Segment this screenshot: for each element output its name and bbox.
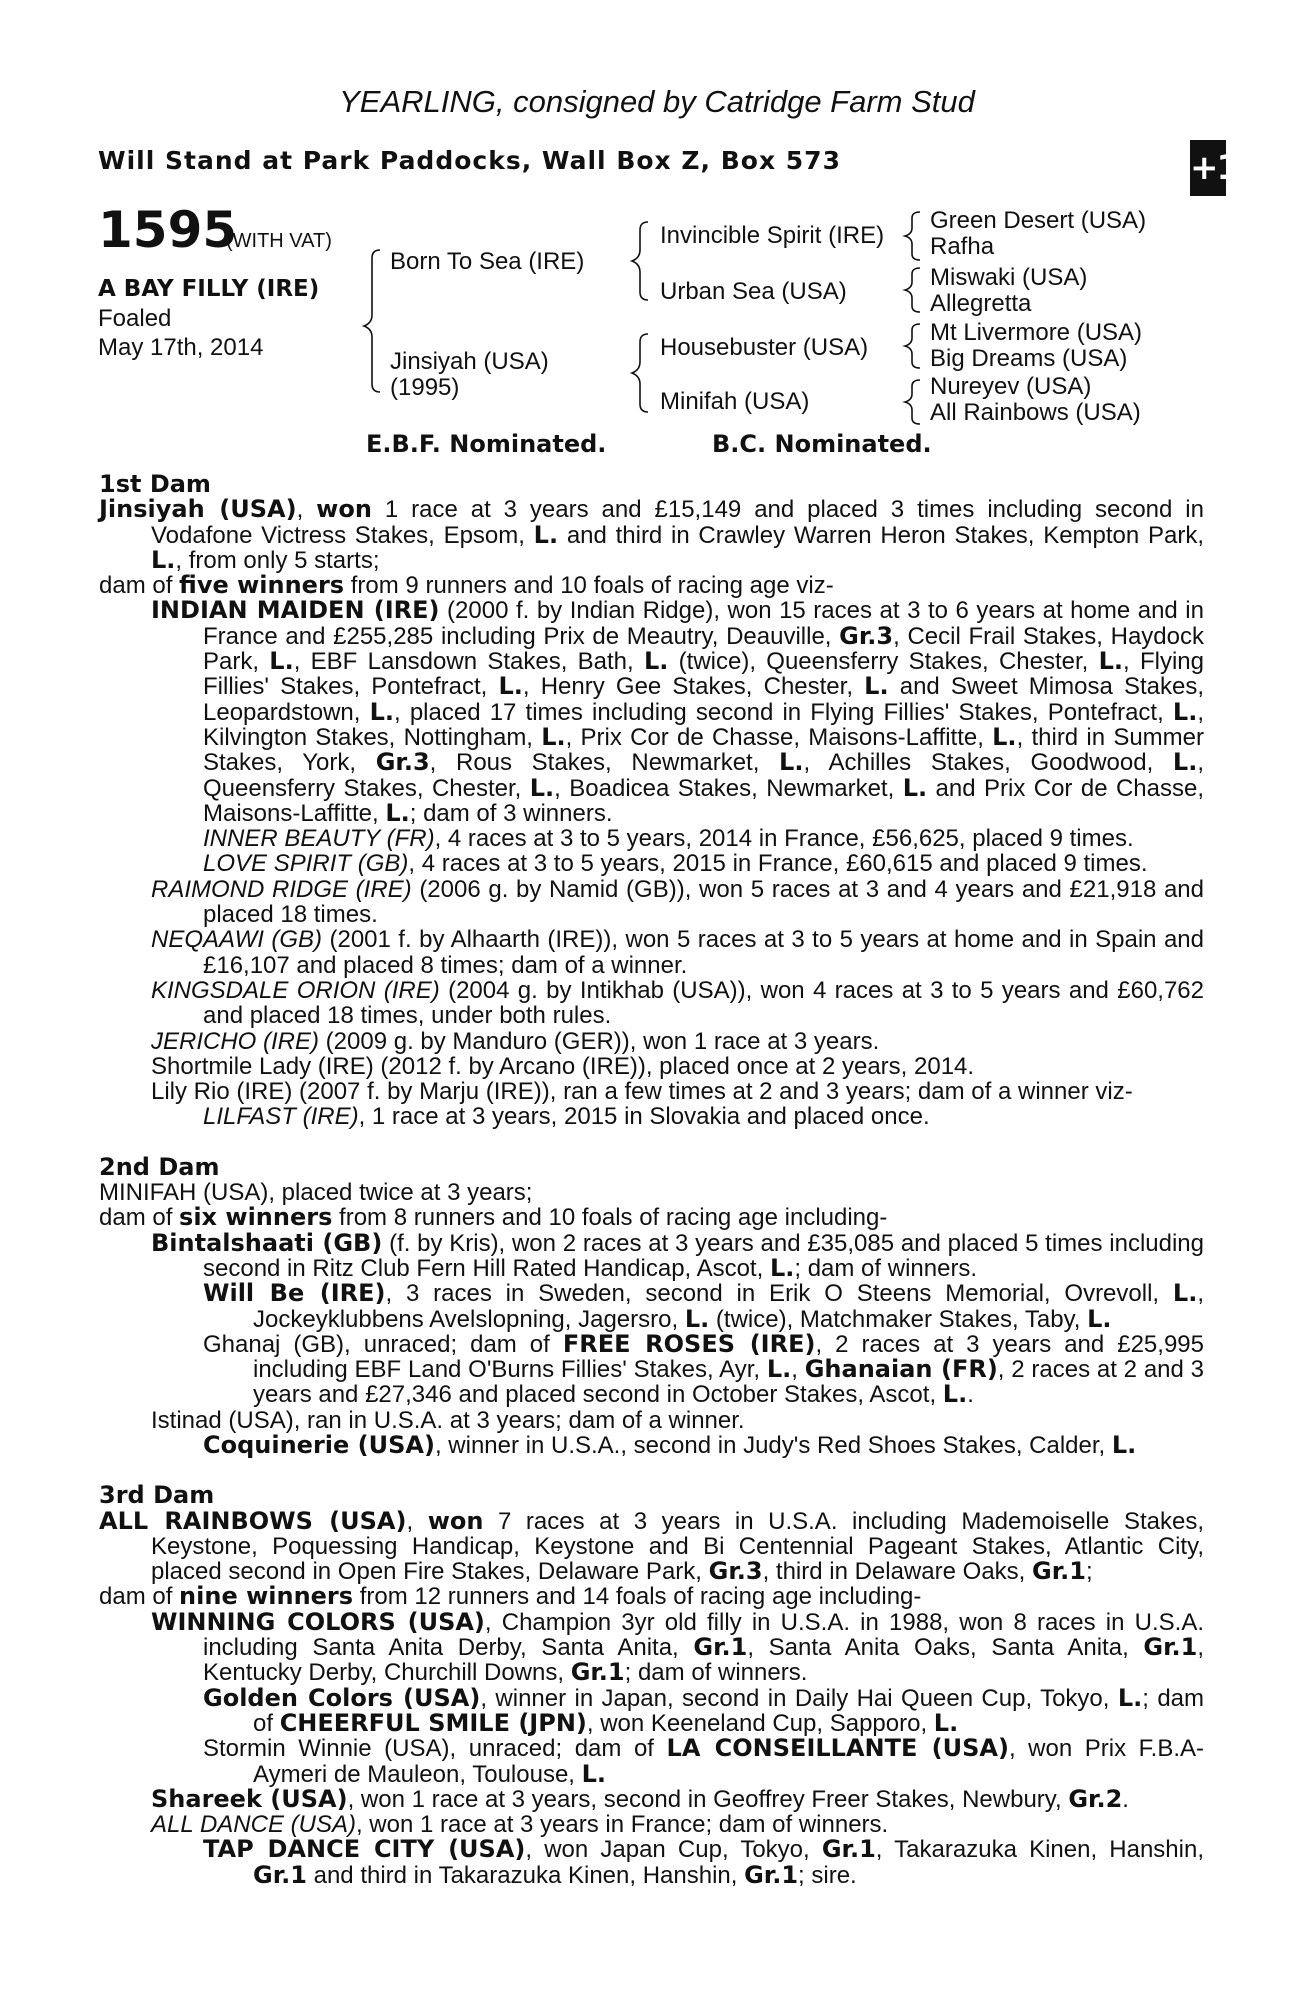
winning-colors: WINNING COLORS (USA), Champion 3yr old filly in U.S.A. in 1988, won 8 races in U.S.A. including Santa Anita Derby, Santa Anita, Gr.1, Santa Anita Oaks, Santa Anita, Gr.1, Kentucky Derby, Churchill Downs, Gr.1; dam of winners. — [151, 1607, 1205, 1687]
lilfast: LILFAST (IRE), 1 race at 3 years, 2015 in Slovakia and placed once. — [203, 1103, 930, 1131]
first-dam-produce-line: dam of five winners from 9 runners and 10 foals of racing age viz- — [99, 571, 834, 600]
sdd: Allegretta — [930, 290, 1032, 317]
all-rainbows: ALL RAINBOWS (USA), won 7 races at 3 years in U.S.A. including Mademoiselle Stakes, Keystone, Poquessing Handicap, Keystone and Bi Centennial Pageant Stakes, Atlantic City, placed second in Open Fire Stakes, Delaware Park, Gr.3, third in Delaware Oaks, Gr.1; — [99, 1506, 1204, 1586]
second-dam-produce-line: dam of six winners from 8 runners and 10 foals of racing age including- — [99, 1203, 888, 1232]
ssd: Rafha — [930, 233, 995, 260]
dss: Mt Livermore (USA) — [930, 319, 1143, 346]
vat-note: (WITH VAT) — [226, 230, 332, 252]
stormin-winnie: Stormin Winnie (USA), unraced; dam of LA CONSEILLANTE (USA), won Prix F.B.A-Aymeri de Mauleon, Toulouse, L. — [203, 1734, 1205, 1788]
bc-nominated: B.C. Nominated. — [712, 430, 932, 458]
plus-ten-badge: +10 — [1190, 140, 1226, 196]
horse-name: A BAY FILLY (IRE) — [98, 276, 320, 302]
third-dam-heading: 3rd Dam — [99, 1481, 215, 1510]
love-spirit: LOVE SPIRIT (GB), 4 races at 3 to 5 years, 2015 in France, £60,615 and placed 9 times. — [203, 850, 1148, 878]
foaled-label: Foaled — [98, 305, 172, 332]
catalogue-text — [99, 472, 1204, 1888]
lot-number: 1595 — [98, 201, 238, 259]
golden-colors: Golden Colors (USA), winner in Japan, second in Daily Hai Queen Cup, Tokyo, L.; dam of CHEERFUL SMILE (JPN), won Keeneland Cup, Sapporo, L. — [203, 1683, 1205, 1737]
istinad: Istinad (USA), ran in U.S.A. at 3 years; dam of a winner. — [151, 1406, 745, 1434]
sire-sire: Invincible Spirit (IRE) — [660, 222, 885, 249]
kingsdale-orion: KINGSDALE ORION (IRE) (2004 g. by Intikhab (USA)), won 4 races at 3 to 5 years and £60,762 and placed 18 times, under both rules. — [151, 976, 1204, 1030]
third-dam-produce-line: dam of nine winners from 12 runners and 14 foals of racing age including- — [99, 1582, 922, 1611]
produce-indian-maiden: INDIAN MAIDEN (IRE) (2000 f. by Indian Ridge), won 15 races at 3 to 6 years at home and in France and £255,285 including Prix de Meautry, Deauville, Gr.3, Cecil Frail Stakes, Haydock Park, L., EBF Lansdown Stakes, Bath, L. (twice), Queensferry Stakes, Chester, L., Flying Fillies' Stakes, Pontefract, L., Henry Gee Stakes, Chester, L. and Sweet Mimosa Stakes, Leopardstown, L., placed 17 times including second in Flying Fillies' Stakes, Pontefract, L., Kilvington Stakes, Nottingham, L., Prix Cor de Chasse, Maisons-Laffitte, L., third in Summer Stakes, York, Gr.3, Rous Stakes, Newmarket, L., Achilles Stakes, Goodwood, L., Queensferry Stakes, Chester, L., Boadicea Stakes, Newmarket, L. and Prix Cor de Chasse, Maisons-Laffitte, L.; dam of 3 winners. — [151, 596, 1205, 827]
tap-dance-city: TAP DANCE CITY (USA), won Japan Cup, Tokyo, Gr.1, Takarazuka Kinen, Hanshin, Gr.1 and third in Takarazuka Kinen, Hanshin, Gr.1; sire. — [203, 1835, 1204, 1889]
raimond-ridge: RAIMOND RIDGE (IRE) (2006 g. by Namid (GB)), won 5 races at 3 and 4 years and £21,918 and placed 18 times. — [151, 875, 1204, 929]
page-title: YEARLING, consigned by Catridge Farm Stud — [339, 84, 975, 119]
dsd: Big Dreams (USA) — [930, 345, 1128, 372]
bintalshaati: Bintalshaati (GB) (f. by Kris), won 2 races at 3 years and £35,085 and placed 5 times including second in Ritz Club Fern Hill Rated Handicap, Ascot, L.; dam of winners. — [151, 1228, 1205, 1282]
ghanaj: Ghanaj (GB), unraced; dam of FREE ROSES (IRE), 2 races at 3 years and £25,995 including EBF Land O'Burns Fillies' Stakes, Ayr, L., Ghanaian (FR), 2 races at 2 and 3 years and £27,346 and placed second in October Stakes, Ascot, L.. — [203, 1329, 1205, 1409]
neqaawi: NEQAAWI (GB) (2001 f. by Alhaarth (IRE)), won 5 races at 3 to 5 years at home and in Spain and £16,107 and placed 8 times; dam of a winner. — [151, 926, 1204, 979]
stand-location: Will Stand at Park Paddocks, Wall Box Z, Box 573 — [98, 146, 841, 175]
will-be: Will Be (IRE), 3 races in Sweden, second in Erik O Steens Memorial, Ovrevoll, L., Jockeyklubbens Avelslopning, Jagersro, L. (twice), Matchmaker Stakes, Taby, L. — [203, 1279, 1204, 1333]
all-dance: ALL DANCE (USA), won 1 race at 3 years in France; dam of winners. — [151, 1811, 889, 1839]
dds: Nureyev (USA) — [930, 373, 1092, 400]
first-dam-heading: 1st Dam — [99, 470, 211, 498]
dam: Jinsiyah (USA) — [390, 348, 549, 375]
sire-dam: Urban Sea (USA) — [660, 278, 847, 305]
foaled-date: May 17th, 2014 — [98, 334, 264, 361]
inner-beauty: INNER BEAUTY (FR), 4 races at 3 to 5 years, 2014 in France, £56,625, placed 9 times. — [203, 825, 1134, 853]
dam-dam: Minifah (USA) — [660, 388, 810, 415]
ddd: All Rainbows (USA) — [930, 399, 1141, 426]
jericho: JERICHO (IRE) (2009 g. by Manduro (GER)), won 1 race at 3 years. — [151, 1027, 880, 1055]
first-dam-entry: Jinsiyah (USA), won 1 race at 3 years and £15,149 and placed 3 times including second in Vodafone Victress Stakes, Epsom, L. and third in Crawley Warren Heron Stakes, Kempton Park, L., from only 5 starts; — [99, 495, 1204, 574]
dam-sire: Housebuster (USA) — [660, 334, 869, 361]
shareek: Shareek (USA), won 1 race at 3 years, second in Geoffrey Freer Stakes, Newbury, Gr.2. — [151, 1784, 1129, 1813]
sds: Miswaki (USA) — [930, 264, 1088, 291]
minifah: MINIFAH (USA), placed twice at 3 years; — [99, 1179, 533, 1207]
lily-rio: Lily Rio (IRE) (2007 f. by Marju (IRE)), ran a few times at 2 and 3 years; dam of a winner viz- — [151, 1078, 1133, 1106]
ebf-nominated: E.B.F. Nominated. — [366, 430, 607, 458]
second-dam-heading: 2nd Dam — [99, 1152, 220, 1181]
sss: Green Desert (USA) — [930, 207, 1147, 234]
shortmile-lady: Shortmile Lady (IRE) (2012 f. by Arcano (IRE)), placed once at 2 years, 2014. — [151, 1052, 975, 1080]
dam-year: (1995) — [390, 374, 460, 401]
sire: Born To Sea (IRE) — [390, 248, 585, 275]
coquinerie: Coquinerie (USA), winner in U.S.A., second in Judy's Red Shoes Stakes, Calder, L. — [203, 1430, 1137, 1459]
